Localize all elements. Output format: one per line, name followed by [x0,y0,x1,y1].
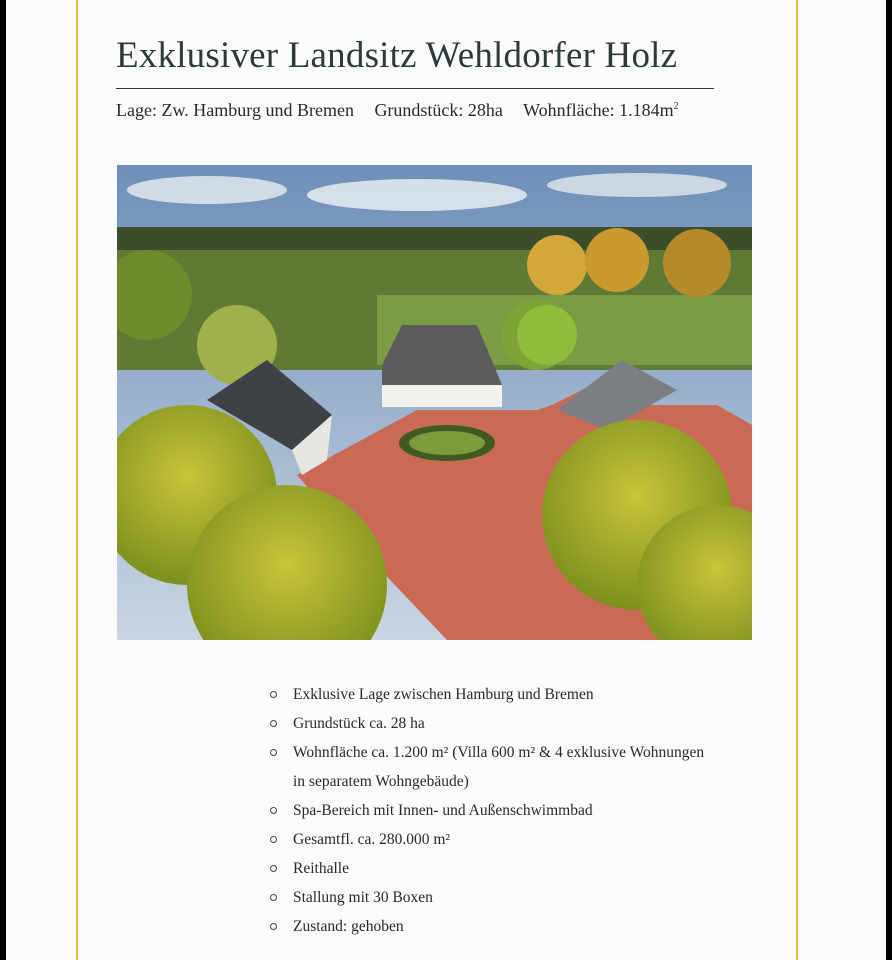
title-underline [116,88,714,89]
left-margin-line [76,0,78,960]
list-item: Gesamtfl. ca. 280.000 m² [266,825,704,854]
bullet-icon [270,865,277,872]
list-item: Wohnfläche ca. 1.200 m² (Villa 600 m² & 4 exklusive Wohnungen in separatem Wohngebäude) [266,738,704,796]
list-item: Exklusive Lage zwischen Hamburg und Bremen [266,680,704,709]
meta-living-area: Wohnfläche: $1.184m^2$ [523,100,679,120]
list-item: Zustand: gehoben [266,912,704,941]
feature-list [266,680,704,941]
meta-plot-size: Grundstück: 28ha [374,100,503,120]
list-item: Grundstück ca. 28 ha [266,709,704,738]
list-item: Reithalle [266,854,704,883]
estate-aerial-photo [117,165,752,640]
list-item: Stallung mit 30 Boxen [266,883,704,912]
bullet-icon [270,923,277,930]
bullet-icon [270,749,277,756]
bullet-icon [270,894,277,901]
right-margin-line [796,0,798,960]
bullet-icon [270,836,277,843]
meta-location: Lage: Zw. Hamburg und Bremen [116,100,354,120]
document-title: Exklusiver Landsitz Wehldorfer Holz [116,35,678,76]
bullet-icon [270,720,277,727]
bullet-icon [270,807,277,814]
list-item: Spa-Bereich mit Innen- und Außenschwimmbad [266,796,704,825]
property-meta-line [116,100,679,121]
bullet-icon [270,691,277,698]
document-page [6,0,886,960]
